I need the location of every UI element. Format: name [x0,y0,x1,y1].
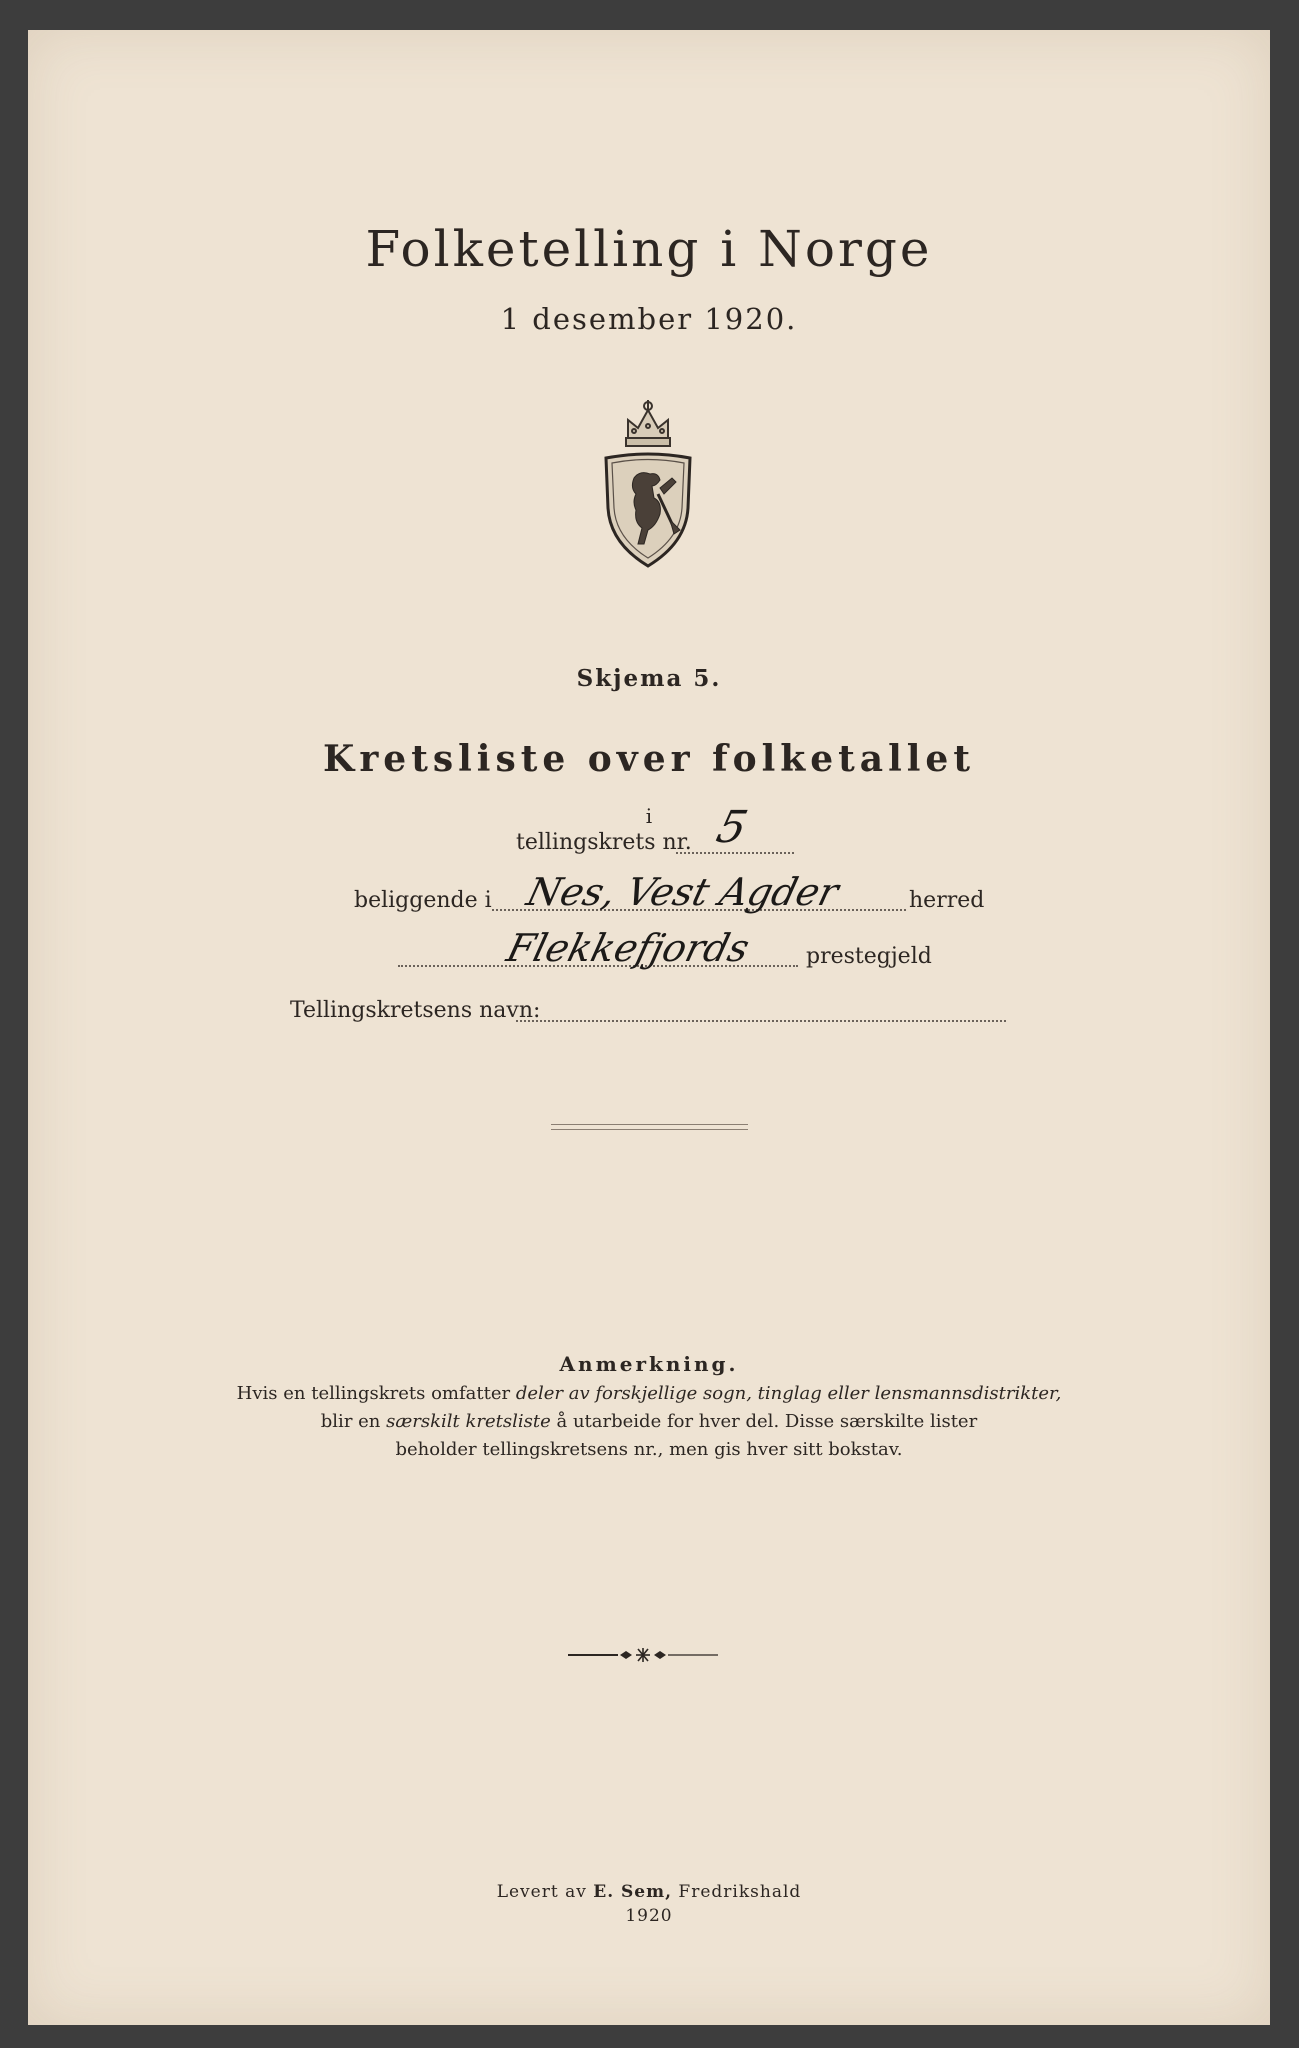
form-heading: Kretsliste over folketallet [323,738,975,780]
connector-text: i [645,804,653,828]
anmerkning-line-3: beholder tellingskretsens nr., men gis hver sitt bokstav. [395,1439,903,1460]
beliggende-value: Nes, Vest Agder [522,870,843,914]
anmerkning-line-2b: særskilt kretsliste [386,1411,551,1432]
printer-place: Fredrikshald [672,1882,802,1902]
schema-label: Skjema 5. [576,665,722,692]
beliggende-label: beliggende i [354,888,492,913]
printer-name: E. Sem, [593,1882,673,1902]
prestegjeld-label: prestegjeld [806,944,932,969]
navn-field[interactable] [516,1020,1006,1022]
document-title: Folketelling i Norge [365,220,933,278]
coat-of-arms-icon [598,398,698,568]
printer-prefix: Levert av [496,1882,594,1902]
anmerkning-line-1 [28,1380,1270,1408]
krets-label: tellingskrets nr. [516,830,692,855]
anmerkning-line-2 [28,1408,1270,1436]
prestegjeld-value: Flekkefjords [502,926,754,970]
divider-rule [551,1124,748,1125]
document-date: 1 desember 1920. [500,302,798,336]
printer-year: 1920 [625,1906,673,1926]
herred-label: herred [909,888,985,913]
anmerkning-title: Anmerkning. [559,1352,739,1376]
anmerkning-line-1b: deler av forskjellige sogn, tinglag eller lensmannsdistrikter, [515,1383,1062,1404]
census-form-page [28,30,1270,2025]
anmerkning-line-2a: blir en [320,1411,387,1432]
krets-value: 5 [711,802,753,853]
bleed-through-mark [868,410,878,445]
anmerkning-line-1a: Hvis en tellingskrets omfatter [236,1383,516,1404]
printer-line [28,1882,1270,1902]
divider-rule [551,1129,748,1130]
ornament-divider-icon [568,1648,718,1662]
anmerkning-line-2c: å utarbeide for hver del. Disse særskilte lister [550,1411,978,1432]
navn-label: Tellingskretsens navn: [290,998,541,1023]
